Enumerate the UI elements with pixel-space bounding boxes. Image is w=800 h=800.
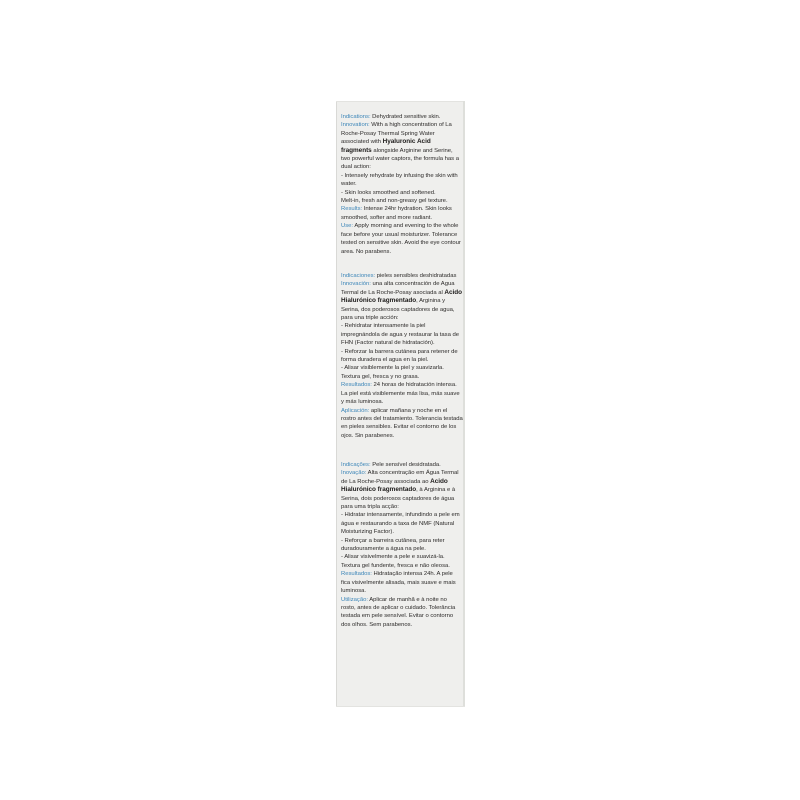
- es-results: [341, 381, 463, 406]
- pt-innovation-text-2: , à Arginina e à Serina, dois poderosos captadores de água para uma tripla acção:: [341, 487, 456, 511]
- pt-bullet-3: - Alisar visivelmente a pele e suavizá-la.: [341, 554, 445, 561]
- en-indications-text: Dehydrated sensitive skin.: [370, 114, 441, 120]
- en-bullet-1: - Intensely rehydrate by infusing the skin with water.: [341, 172, 458, 188]
- section-portuguese: [341, 461, 463, 629]
- en-texture: Melt-in, fresh and non-greasy gel texture.: [341, 198, 448, 205]
- pt-texture: Textura gel fundente, fresca e não oleosa.: [341, 562, 450, 569]
- es-use-label: Aplicación:: [341, 407, 370, 414]
- es-use-text: aplicar mañana y noche en el rostro antes del tratamiento. Tolerancia testada en pieles sensibles. Evitar el contorno de los ojos. Sin parabenes.: [341, 407, 463, 439]
- es-innovation-label: Innovación:: [341, 281, 371, 288]
- pt-results-text: Hidratação intensa 24h. A pele fica visivelmente alisada, mais suave e mais luminosa.: [341, 571, 456, 595]
- es-bullet-1: - Rehidratar intensamente la piel impregnándola de agua y restaurar la tasa de FHN (Factor natural de hidratación).: [341, 323, 459, 347]
- es-bullet-2: - Reforzar la barrera cutánea para retener de forma duradera el agua en la piel.: [341, 348, 458, 364]
- pt-bullet-1: - Hidratar intensamente, infundindo a pele em água e restaurando a taxa de NMF (Natural Moisturizing Factor).: [341, 512, 460, 536]
- pt-results-label: Resultados:: [341, 571, 372, 578]
- en-innovation-text-1: With a high concentration of La Roche-Posay Thermal Spring Water associated with: [341, 122, 452, 146]
- en-results: [341, 205, 463, 222]
- product-box-side-panel: [336, 101, 465, 707]
- en-indications-label: Indications:: [341, 114, 371, 120]
- en-results-label: Results:: [341, 206, 363, 213]
- en-results-text: Intense 24hr hydration. Skin looks smoothed, softer and more radiant.: [341, 206, 452, 221]
- en-use: [341, 222, 463, 256]
- es-use: [341, 407, 463, 441]
- pt-innovation-bold: Acido Hialurónico fragmentado: [341, 477, 448, 494]
- es-bullet-3: - Alisar visiblemente la piel y suavizarla. Textura gel, fresca y no grasa.: [341, 365, 444, 380]
- en-innovation-bold: Hyaluronic Acid fragments: [341, 138, 431, 154]
- section-spanish: [341, 272, 463, 440]
- es-results-text: 24 horas de hidratación intensa. La piel está visiblemente más lisa, más suave y más luminosa.: [341, 382, 460, 406]
- pt-innovation: [341, 469, 463, 511]
- pt-use-label: Utilização:: [341, 596, 368, 603]
- pt-innovation-label: Inovação:: [341, 470, 367, 477]
- pt-indications-label: Indicações:: [341, 462, 371, 468]
- pt-results: [341, 570, 463, 595]
- en-use-label: Use:: [341, 223, 354, 230]
- panel-top-edge: [336, 101, 465, 102]
- en-innovation-text-2: alongside Arginine and Serine, two powerful water captors, the formula has a dual action:: [341, 147, 459, 171]
- en-indications: [341, 113, 463, 121]
- pt-use-text: Aplicar de manhã e à noite no rosto, antes de aplicar o cuidado. Tolerância testada em pele sensível. Evitar o contorno dos olhos. Sem parabenos.: [341, 596, 456, 628]
- es-indications-text: pieles sensibles deshidratadas: [375, 273, 457, 279]
- pt-use: [341, 596, 463, 630]
- es-innovation-text-1: una alta concentración de Agua Termal de La Roche-Posay asociada al: [341, 281, 455, 296]
- pt-indications: [341, 461, 463, 469]
- pt-indications-text: Pele sensível desidratada.: [370, 462, 441, 468]
- pt-innovation-text-1: Alta concentração em Água Termal de La Roche-Posay associada ao: [341, 470, 459, 485]
- en-bullet-2: - Skin looks smoothed and softened.: [341, 189, 436, 196]
- en-innovation-label: Innovation:: [341, 122, 370, 129]
- pt-bullet-2: - Reforçar a barreira cutânea, para reter duradouramente a água na pele.: [341, 537, 445, 553]
- es-innovation-text-2: , Arginina y Serina, dos poderosos captadores de agua, para una triple acción:: [341, 298, 455, 322]
- es-indications: [341, 272, 463, 280]
- en-innovation: [341, 121, 463, 171]
- en-use-text: Apply morning and evening to the whole face before your usual moisturizer. Tolerance tested on sensitive skin. Avoid the eye contour area. No parabens.: [341, 223, 461, 255]
- es-innovation: [341, 280, 463, 322]
- es-innovation-bold: Acido Hialurónico fragmentado: [341, 288, 463, 305]
- panel-right-edge: [463, 101, 465, 707]
- section-english: [341, 113, 463, 256]
- es-results-label: Resultados:: [341, 382, 372, 389]
- es-indications-label: Indicaciones:: [341, 273, 376, 279]
- panel-bottom-edge: [336, 706, 465, 707]
